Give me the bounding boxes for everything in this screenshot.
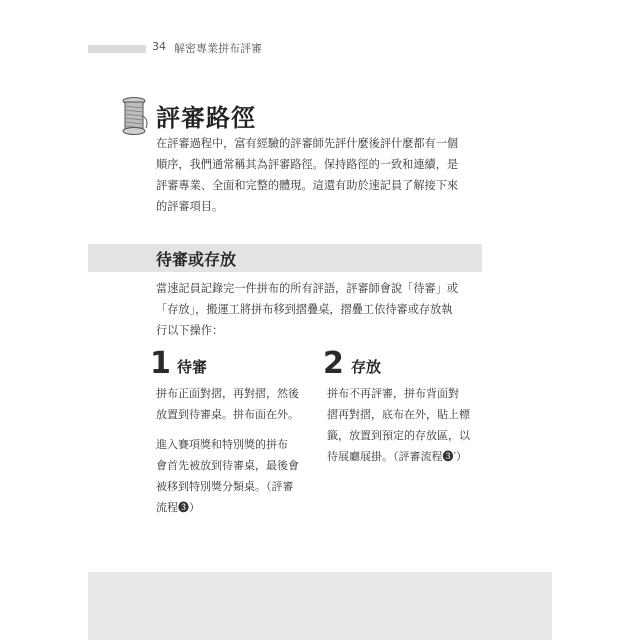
text-line: 「存放」，搬運工將拼布移到摺疊桌，摺疊工依待審或存放執: [156, 303, 453, 316]
step-title: 存放: [351, 358, 382, 376]
text-line: 會首先被放到待審桌，最後會: [156, 459, 299, 472]
text-line: 行以下操作：: [156, 324, 224, 337]
text-line: 拼布不再評審，拼布背面對: [327, 387, 459, 400]
text-line: 流程❸）: [156, 501, 200, 514]
text-line: 的評審項目。: [156, 200, 224, 213]
step-paragraph: [156, 383, 316, 425]
subsection-band: [88, 244, 482, 272]
text-line: 被移到特別獎分類桌。（評審: [156, 480, 294, 493]
step-title: 待審: [177, 358, 208, 376]
text-line: 放置到待審桌。拼布面在外。: [156, 408, 299, 421]
running-header-title: 解密專業拼布評審: [174, 42, 262, 55]
page-number: 34: [152, 40, 166, 53]
text-line: 摺再對摺，底布在外，貼上標: [327, 408, 470, 421]
section-title: 評審路徑: [156, 104, 256, 132]
subsection-title: 待審或存放: [156, 250, 237, 269]
subsection-paragraph: [156, 278, 482, 341]
step-paragraph: [327, 383, 487, 467]
text-line: 評審專業、全面和完整的體現。這還有助於速記員了解接下來: [156, 179, 459, 192]
text-line: 當速記員記錄完一件拼布的所有評語，評審師會說「待審」或: [156, 282, 459, 295]
text-line: 籤，放置到預定的存放區，以: [327, 429, 470, 442]
intro-paragraph: [156, 133, 476, 217]
text-line: 順序，我們通常稱其為評審路徑。保持路徑的一致和連續，是: [156, 158, 459, 171]
header-decor-bar: [88, 45, 146, 53]
text-line: 拼布正面對摺，再對摺，然後: [156, 387, 299, 400]
text-line: 在評審過程中，富有經驗的評審師先評什麼後評什麼都有一個: [156, 137, 459, 150]
thread-spool-icon: [118, 96, 150, 136]
step-paragraph: [156, 434, 316, 518]
text-line: 進入賽項獎和特別獎的拼布: [156, 438, 288, 451]
step-number: 1: [150, 346, 171, 381]
text-line: 待展廳展掛。（評審流程❸′）: [327, 450, 467, 463]
footer-band: [88, 572, 552, 640]
step-number: 2: [323, 346, 344, 381]
